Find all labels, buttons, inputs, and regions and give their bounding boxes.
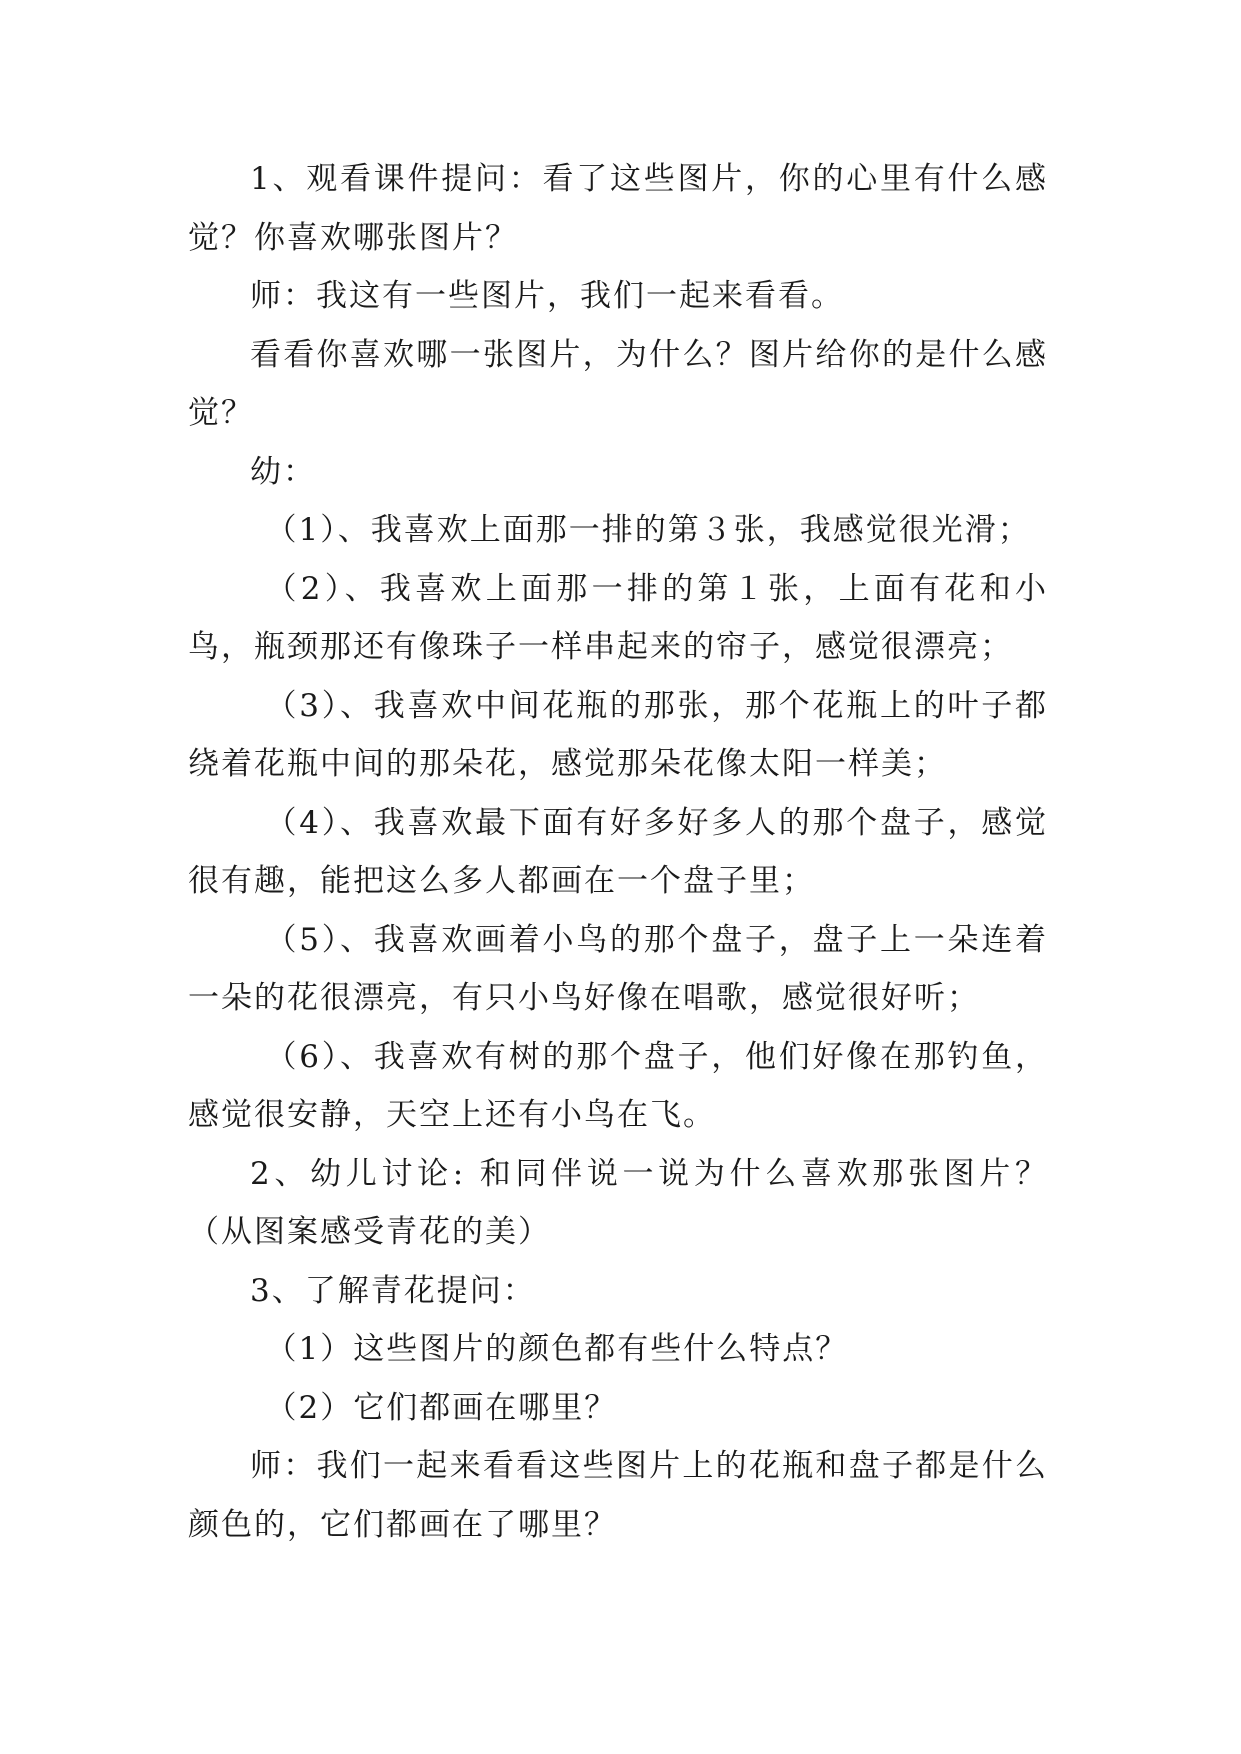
paragraph-subquestion-2: （2）它们都画在哪里？ (265, 1389, 618, 1426)
paragraph-answer-5: （5）、我喜欢画着小鸟的那个盘子，盘子上一朵连着一朵的花很漂亮，有只小鸟好像在唱歌，感觉很好听； (188, 921, 1048, 1016)
paragraph-teacher-closing: 师：我们一起来看看这些图片上的花瓶和盘子都是什么颜色的，它们都画在了哪里？ (188, 1448, 1048, 1543)
paragraph-subquestion-1: （1）这些图片的颜色都有些什么特点？ (265, 1331, 849, 1367)
paragraph-answer-1: （1）、我喜欢上面那一排的第３张，我感觉很光滑； (265, 512, 1031, 548)
paragraph-answer-4: （4）、我喜欢最下面有好多好多人的那个盘子，感觉很有趣，能把这么多人都画在一个盘子里； (188, 804, 1048, 899)
paragraph-answer-2: （2）、我喜欢上面那一排的第１张，上面有花和小鸟，瓶颈那还有像珠子一样串起来的帘子，感觉很漂亮； (188, 570, 1048, 665)
paragraph-answer-3: （3）、我喜欢中间花瓶的那张，那个花瓶上的叶子都绕着花瓶中间的那朵花，感觉那朵花像太阳一样美； (188, 687, 1048, 782)
paragraph-question-1: 1、观看课件提问：看了这些图片，你的心里有什么感觉？你喜欢哪张图片？ (188, 161, 1048, 256)
paragraph-discussion-2: 2、幼儿讨论: 和同伴说一说为什么喜欢那张图片？（从图案感受青花的美） (188, 1155, 1048, 1250)
paragraph-teacher-intro: 师：我这有一些图片，我们一起来看看。 (250, 278, 844, 314)
paragraph-children-label: 幼： (250, 453, 316, 490)
document-body (188, 150, 1048, 1554)
paragraph-prompt: 看看你喜欢哪一张图片，为什么？图片给你的是什么感觉？ (188, 336, 1048, 431)
paragraph-answer-6: （6）、我喜欢有树的那个盘子，他们好像在那钓鱼，感觉很安静，天空上还有小鸟在飞。 (188, 1038, 1048, 1133)
paragraph-question-3: 3、了解青花提问： (250, 1272, 536, 1309)
